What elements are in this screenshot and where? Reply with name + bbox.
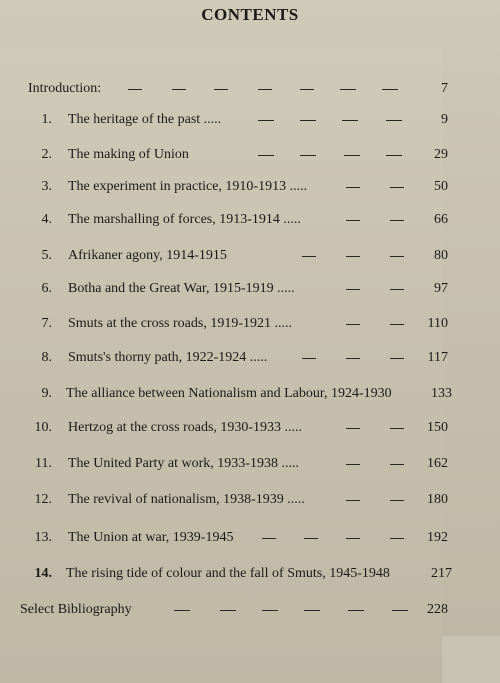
toc-entry-page: 117	[427, 350, 448, 365]
toc-entry-title: Select Bibliography	[20, 602, 132, 617]
toc-entry-page: 50	[434, 179, 448, 194]
toc-entry-page: 9	[441, 112, 448, 127]
toc-entry-title: Smuts at the cross roads, 1919-1921 .....	[68, 316, 292, 331]
toc-entry-number: 7.	[41, 316, 52, 331]
toc-entry-number: 2.	[41, 147, 52, 162]
toc-entry-title: The United Party at work, 1933-1938 .....	[68, 456, 299, 471]
toc-entry-4[interactable]	[0, 210, 500, 230]
toc-entry-2[interactable]	[0, 145, 500, 165]
toc-entry-page: 80	[434, 248, 448, 263]
toc-entry-number: 12.	[34, 492, 52, 507]
toc-entry-title: The experiment in practice, 1910-1913 .....	[68, 179, 308, 194]
toc-entry-7[interactable]	[0, 314, 500, 334]
toc-entry-number: 5.	[41, 248, 52, 263]
toc-entry-title: The Union at war, 1939-1945	[68, 530, 234, 545]
toc-entry-5[interactable]	[0, 246, 500, 266]
toc-entry-1[interactable]	[0, 110, 500, 130]
toc-entry-page: 7	[441, 81, 448, 96]
toc-entry-number: 4.	[41, 212, 52, 227]
toc-entry-number: 6.	[41, 281, 52, 296]
toc-entry-page: 97	[434, 281, 448, 296]
toc-entry-number: 11.	[35, 456, 52, 471]
toc-entry-14[interactable]	[0, 564, 500, 584]
toc-entry-3[interactable]	[0, 177, 500, 197]
toc-entry-10[interactable]	[0, 418, 500, 438]
toc-entry-title: The alliance between Nationalism and Labour, 1924-1930	[66, 386, 392, 401]
toc-entry-page: 110	[427, 316, 448, 331]
toc-entry-number: 8.	[41, 350, 52, 365]
toc-entry-page: 150	[427, 420, 448, 435]
toc-entry-page: 192	[427, 530, 448, 545]
toc-entry-bibliography[interactable]	[0, 600, 500, 620]
toc-entry-number: 3.	[41, 179, 52, 194]
page-title: CONTENTS	[201, 5, 299, 24]
toc-entry-title: Hertzog at the cross roads, 1930-1933 .....	[68, 420, 303, 435]
toc-entry-number: 14.	[34, 566, 52, 581]
toc-entry-page: 29	[434, 147, 448, 162]
toc-entry-title: Smuts's thorny path, 1922-1924 .....	[68, 350, 268, 365]
toc-entry-number: 9.	[41, 386, 52, 401]
toc-entry-title: Botha and the Great War, 1915-1919 .....	[68, 281, 295, 296]
toc-entry-introduction[interactable]	[0, 79, 500, 99]
toc-entry-title: The rising tide of colour and the fall of Smuts, 1945-1948	[66, 566, 390, 581]
toc-entry-title: Afrikaner agony, 1914-1915	[68, 248, 227, 263]
toc-entry-8[interactable]	[0, 348, 500, 368]
toc-entry-6[interactable]	[0, 279, 500, 299]
toc-entry-9[interactable]	[0, 384, 500, 404]
toc-entry-13[interactable]	[0, 528, 500, 548]
toc-entry-title: The revival of nationalism, 1938-1939 .....	[68, 492, 305, 507]
toc-entry-page: 66	[434, 212, 448, 227]
toc-entry-11[interactable]	[0, 454, 500, 474]
toc-entry-page: 133	[431, 386, 452, 401]
toc-entry-number: 10.	[34, 420, 52, 435]
toc-entry-title: The marshalling of forces, 1913-1914 .....	[68, 212, 301, 227]
toc-entry-number: 13.	[34, 530, 52, 545]
toc-entry-title: Introduction:	[28, 81, 102, 96]
toc-entry-page: 228	[427, 602, 448, 617]
toc-entry-12[interactable]	[0, 490, 500, 510]
toc-entry-title: The making of Union	[68, 147, 189, 162]
toc-entry-page: 162	[427, 456, 448, 471]
toc-entry-page: 180	[427, 492, 448, 507]
toc-entry-title: The heritage of the past .....	[68, 112, 222, 127]
toc-entry-number: 1.	[41, 112, 52, 127]
toc-entry-page: 217	[431, 566, 452, 581]
